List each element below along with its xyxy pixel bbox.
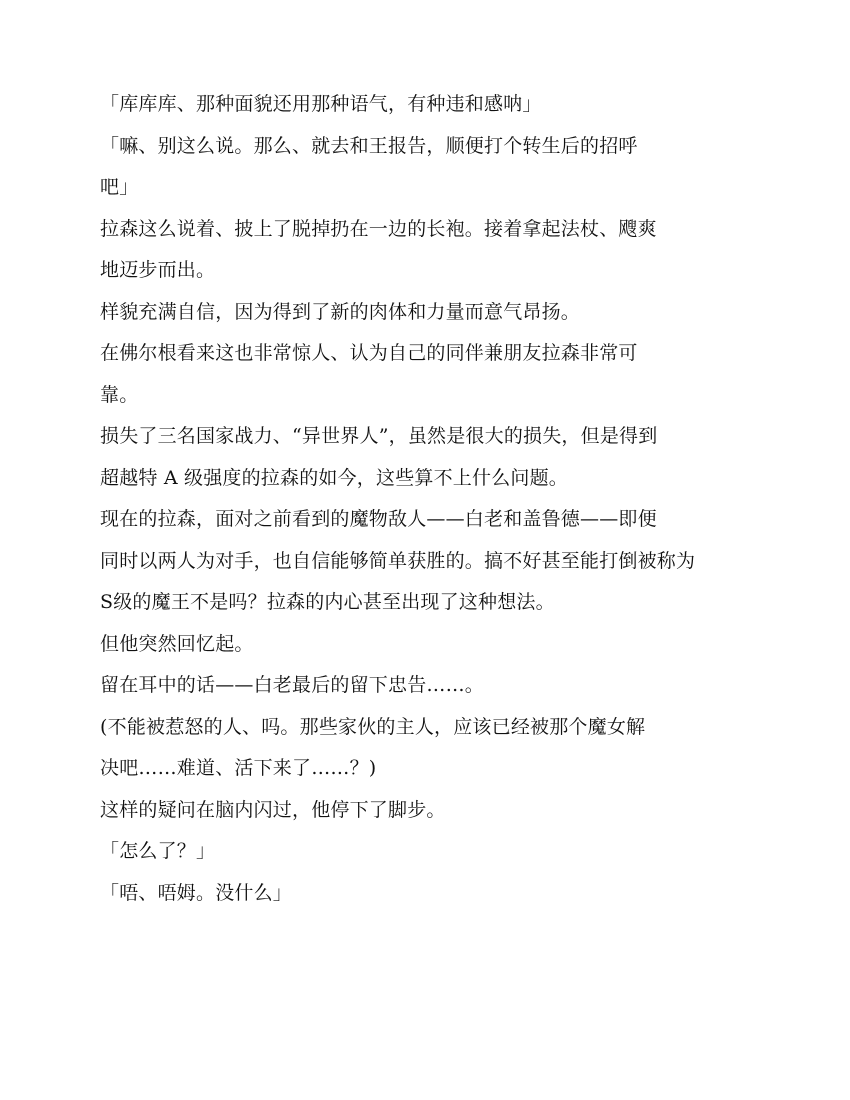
text-line: (不能被惹怒的人、吗。那些家伙的主人，应该已经被那个魔女解: [100, 715, 646, 738]
text-line: 留在耳中的话——白老最后的留下忠告……。: [100, 674, 485, 696]
document-page: [100, 92, 790, 922]
text-line: 这样的疑问在脑内闪过，他停下了脚步。: [100, 798, 446, 821]
text-line: 损失了三名国家战力、“异世界人”，虽然是很大的损失，但是得到: [100, 425, 658, 447]
text-line: 同时以两人为对手，也自信能够简单获胜的。搞不好甚至能打倒被称为: [100, 549, 696, 572]
text-line: 在佛尔根看来这也非常惊人、认为自己的同伴兼朋友拉森非常可: [100, 342, 638, 364]
text-line: 「怎么了？」: [100, 840, 216, 862]
text-line: 但他突然回忆起。: [100, 632, 254, 655]
text-line: 拉森这么说着、披上了脱掉扔在一边的长袍。接着拿起法杖、飕爽: [100, 217, 657, 240]
text-line: 地迈步而出。: [100, 259, 216, 281]
text-line: 现在的拉森，面对之前看到的魔物敌人——白老和盖鲁德——即便: [100, 508, 657, 530]
text-line: 「唔、唔姆。没什么」: [100, 881, 293, 904]
text-line: 靠。: [100, 383, 139, 406]
text-line: 样貌充满自信，因为得到了新的肉体和力量而意气昂扬。: [100, 300, 581, 323]
text-line: S级的魔王不是吗？拉森的内心甚至出现了这种想法。: [100, 591, 555, 613]
text-line: 决吧……难道、活下来了……？): [100, 757, 377, 779]
text-line: 超越特 A 级强度的拉森的如今，这些算不上什么问题。: [100, 466, 569, 489]
text-line: 吧」: [100, 176, 139, 198]
text-line: 「嘛、别这么说。那么、就去和王报告，顺便打个转生后的招呼: [100, 134, 638, 157]
text-line: 「库库库、那种面貌还用那种语气，有种违和感呐」: [100, 93, 542, 115]
